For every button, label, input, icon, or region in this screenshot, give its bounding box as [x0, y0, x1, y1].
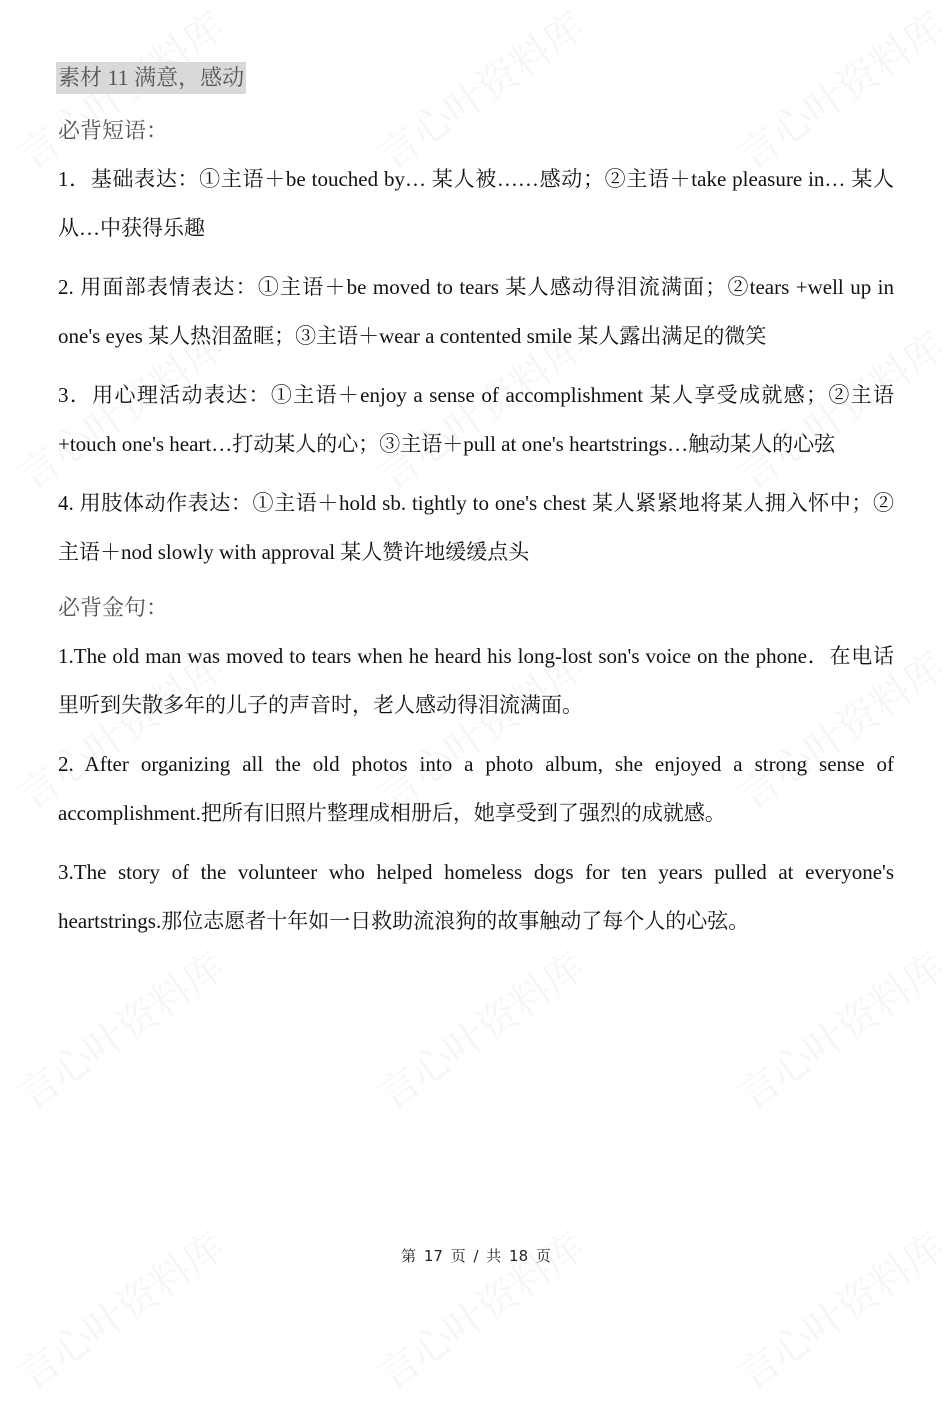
sentence-item: 2. After organizing all the old photos into a photo album, she enjoyed a strong sense of accomplishment.把所有旧照片整理成相册后，她享受到了强烈的成就感。: [58, 752, 894, 825]
watermark-text: [725, 936, 952, 1120]
watermark-text: [5, 1216, 234, 1400]
document-body: [58, 62, 894, 956]
watermark-text: [365, 936, 594, 1120]
watermark-text: [5, 936, 234, 1120]
page-footer: 第 17 页 / 共 18 页: [401, 1247, 551, 1265]
material-title: 素材 11 满意，感动: [56, 62, 246, 94]
watermark-text: [365, 1216, 594, 1400]
phrase-item: 2. 用面部表情表达：①主语＋be moved to tears 某人感动得泪流满面；②tears +well up in one's eyes 某人热泪盈眶；③主语＋wear a contented smile 某人露出满足的微笑: [58, 275, 894, 348]
watermark-text: [725, 1216, 952, 1400]
phrases-heading: 必背短语：: [58, 118, 169, 143]
sentence-item: 1.The old man was moved to tears when he heard his long-lost son's voice on the phone．在电话里听到失散多年的儿子的声音时，老人感动得泪流满面。: [58, 644, 894, 717]
sentences-heading: 必背金句：: [58, 595, 169, 620]
phrase-item: 4. 用肢体动作表达：①主语＋hold sb. tightly to one's chest 某人紧紧地将某人拥入怀中；②主语＋nod slowly with approval 某人赞许地缓缓点头: [58, 491, 894, 564]
phrase-item: 1．基础表达：①主语＋be touched by… 某人被……感动；②主语＋take pleasure in… 某人从…中获得乐趣: [58, 167, 894, 240]
phrase-item: 3．用心理活动表达：①主语＋enjoy a sense of accomplishment 某人享受成就感；②主语+touch one's heart…打动某人的心；③主语＋pull at one's heartstrings…触动某人的心弦: [58, 383, 894, 456]
sentence-item: 3.The story of the volunteer who helped homeless dogs for ten years pulled at everyone's heartstrings.那位志愿者十年如一日救助流浪狗的故事触动了每个人的心弦。: [58, 860, 894, 933]
